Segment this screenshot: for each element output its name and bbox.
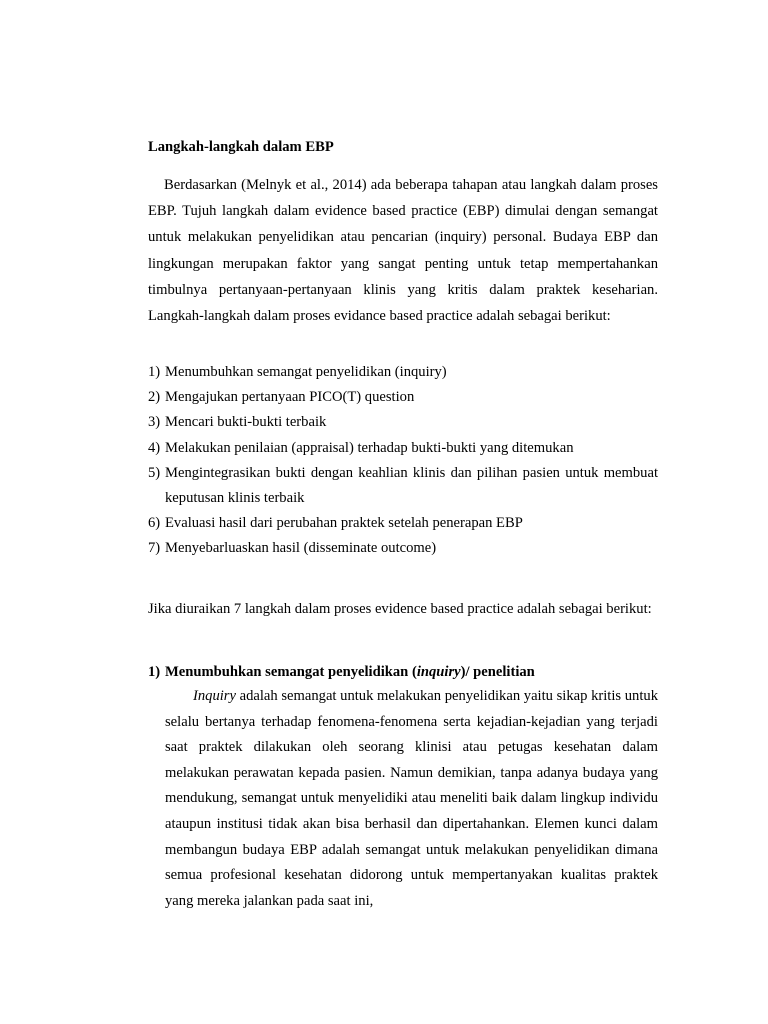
list-item bbox=[148, 536, 658, 561]
list-item bbox=[148, 511, 658, 536]
list-item-number: 1) bbox=[148, 364, 161, 380]
list-item-text: Mencari bukti-bukti terbaik bbox=[165, 414, 327, 431]
section-1-number: 1) bbox=[148, 664, 161, 680]
list-item bbox=[148, 385, 658, 410]
steps-list bbox=[148, 360, 658, 562]
list-item-number: 5) bbox=[148, 464, 161, 481]
section-1-heading bbox=[148, 661, 658, 683]
list-item-text: Menyebarluaskan hasil (disseminate outcome) bbox=[165, 540, 437, 557]
section-1-body-lead: Inquiry bbox=[193, 688, 236, 704]
section-1-title-part: )/ penelitian bbox=[460, 664, 535, 680]
document-heading: Langkah-langkah dalam EBP bbox=[148, 139, 334, 155]
list-item-number: 2) bbox=[148, 389, 161, 406]
list-item-text: Melakukan penilaian (appraisal) terhadap bukti-bukti yang ditemukan bbox=[165, 439, 574, 456]
section-1-body-text: adalah semangat untuk melakukan penyelidikan yaitu sikap kritis untuk selalu bertanya terhadap fenomena-fenomena serta kejadian-kejadian yang terjadi saat praktek dilakukan oleh seorang klinisi atau petugas kesehatan dalam melakukan perawatan kepada pasien. Namun demikian, tanpa adanya budaya yang mendukung, semangat untuk menyelidiki atau meneliti baik dalam lingkup individu ataupun institusi tidak akan bisa berhasil dan dipertahankan. Elemen kunci dalam membangun budaya EBP adalah semangat untuk melakukan penyelidikan dimana semua profesional kesehatan didorong untuk mempertanyakan kualitas praktek yang mereka jalankan pada saat ini, bbox=[165, 688, 658, 909]
list-item-number: 3) bbox=[148, 414, 161, 431]
list-item bbox=[148, 410, 658, 435]
list-item-text: Mengajukan pertanyaan PICO(T) question bbox=[165, 389, 415, 406]
list-item-number: 6) bbox=[148, 515, 161, 532]
section-1-title-part: Menumbuhkan semangat penyelidikan ( bbox=[165, 664, 417, 680]
list-item bbox=[148, 461, 658, 511]
list-item-text: Mengintegrasikan bukti dengan keahlian klinis dan pilihan pasien untuk membuat keputusan klinis terbaik bbox=[165, 464, 658, 507]
list-item bbox=[148, 436, 658, 461]
list-item-text: Menumbuhkan semangat penyelidikan (inquiry) bbox=[165, 364, 447, 380]
list-item-text: Evaluasi hasil dari perubahan praktek setelah penerapan EBP bbox=[165, 515, 523, 532]
list-item-number: 4) bbox=[148, 439, 161, 456]
section-1-body bbox=[165, 684, 658, 914]
list-item bbox=[148, 360, 658, 385]
section-1-title-italic: inquiry bbox=[416, 664, 461, 680]
intro-paragraph: Berdasarkan (Melnyk et al., 2014) ada beberapa tahapan atau langkah dalam proses EBP. Tujuh langkah dalam evidence based practice (EBP) dimulai dengan semangat untuk melakukan penyelidikan atau pencarian (inquiry) personal. Budaya EBP dan lingkungan merupakan faktor yang sangat penting untuk tetap mempertahankan timbulnya pertanyaan-pertanyaan klinis yang kritis dalam praktek keseharian. Langkah-langkah dalam proses evidance based practice adalah sebagai berikut: bbox=[148, 177, 658, 325]
list-item-number: 7) bbox=[148, 540, 161, 557]
outro-paragraph: Jika diuraikan 7 langkah dalam proses evidence based practice adalah sebagai berikut: bbox=[148, 601, 652, 617]
